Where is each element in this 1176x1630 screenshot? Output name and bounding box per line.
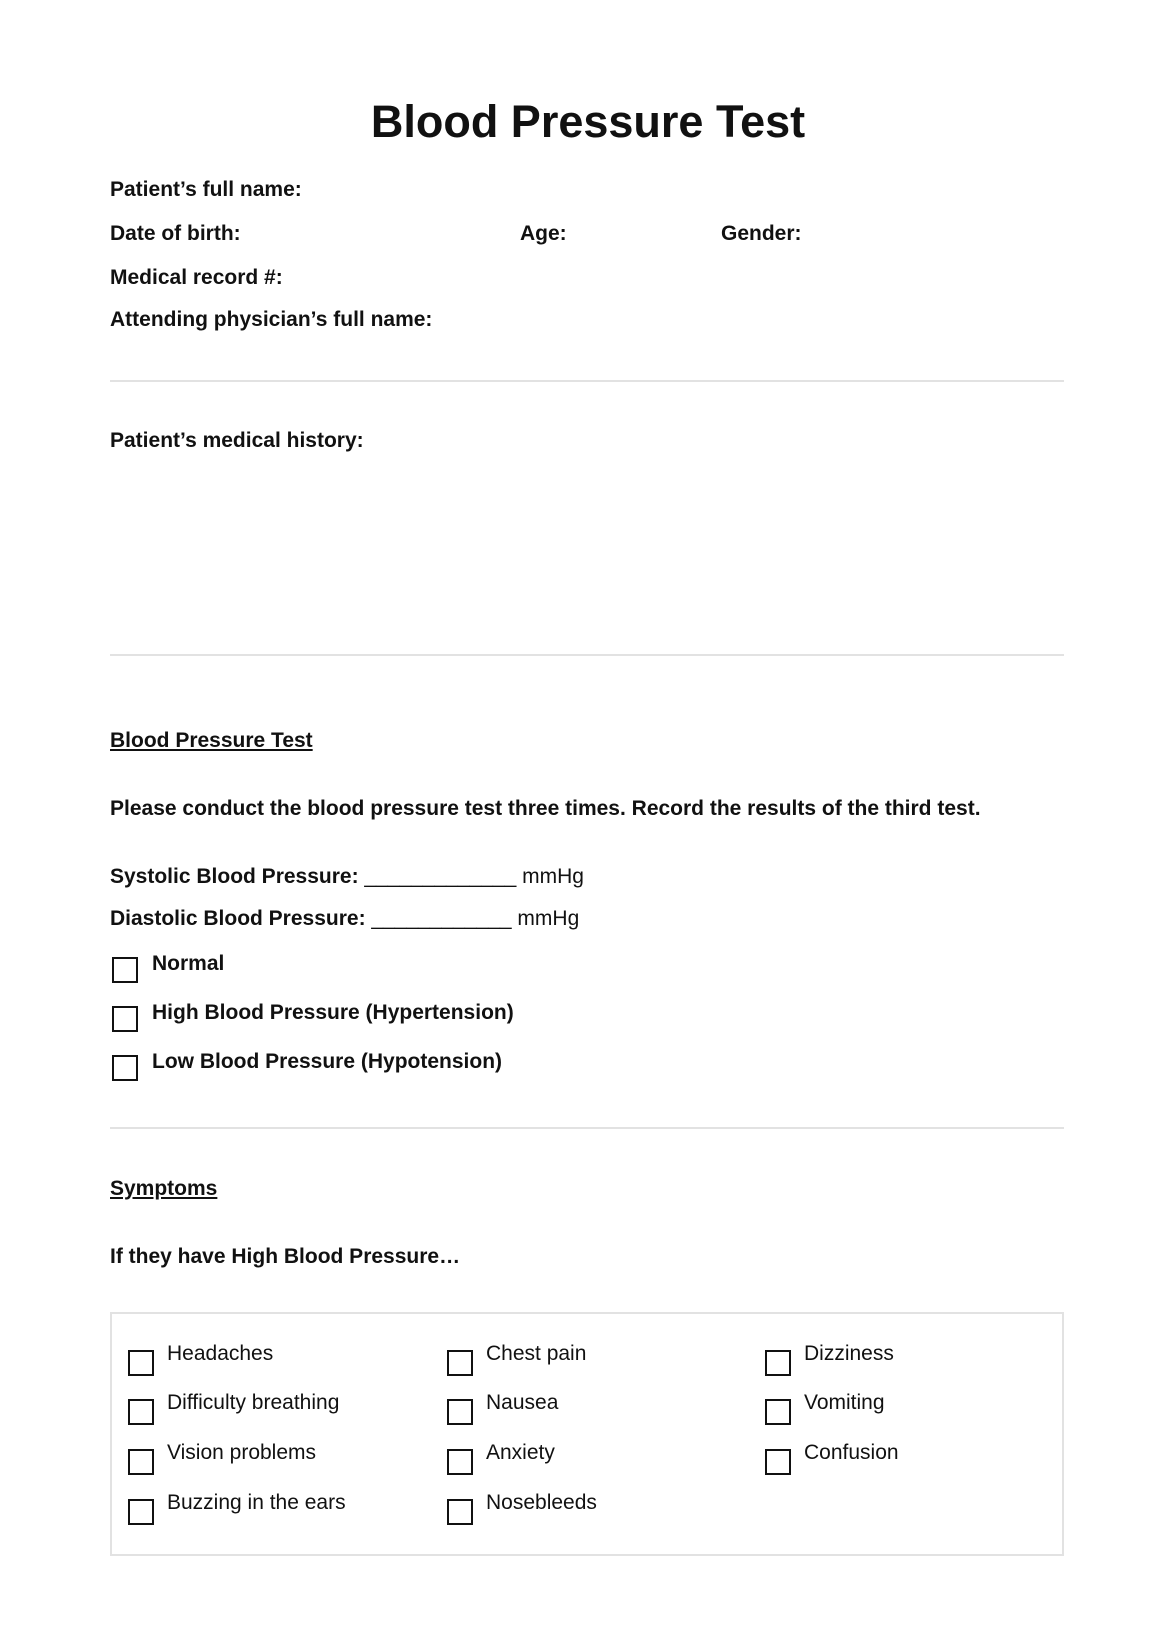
checkbox[interactable] [447, 1350, 473, 1376]
bp-test-heading: Blood Pressure Test [110, 729, 313, 752]
physician-label: Attending physician’s full name: [110, 308, 433, 331]
checkbox[interactable] [112, 1055, 138, 1081]
checkbox[interactable] [765, 1449, 791, 1475]
symptom-label: Nosebleeds [486, 1491, 597, 1514]
medical-record-label: Medical record #: [110, 266, 283, 289]
symptom-label: Vomiting [804, 1391, 885, 1414]
symptom-label: Vision problems [167, 1441, 317, 1464]
systolic-label: Systolic Blood Pressure: [110, 865, 359, 888]
symptom-label: Nausea [486, 1391, 559, 1414]
symptom-label: Dizziness [804, 1342, 894, 1365]
checkbox[interactable] [112, 957, 138, 983]
symptoms-heading: Symptoms [110, 1177, 218, 1200]
checkbox[interactable] [447, 1399, 473, 1425]
age-label: Age: [520, 222, 567, 245]
checkbox[interactable] [765, 1399, 791, 1425]
checkbox[interactable] [128, 1350, 154, 1376]
systolic-input[interactable]: _____________ [364, 865, 517, 888]
patient-name-label: Patient’s full name: [110, 178, 302, 201]
symptom-label: Headaches [167, 1342, 274, 1365]
option-label: Low Blood Pressure (Hypotension) [152, 1050, 503, 1073]
diastolic-input[interactable]: ____________ [371, 907, 512, 930]
divider [110, 1127, 1064, 1129]
checkbox[interactable] [128, 1449, 154, 1475]
page-title: Blood Pressure Test [370, 96, 806, 147]
symptoms-subheading: If they have High Blood Pressure… [110, 1245, 461, 1268]
option-label: High Blood Pressure (Hypertension) [152, 1001, 514, 1024]
diastolic-label: Diastolic Blood Pressure: [110, 907, 366, 930]
dob-label: Date of birth: [110, 222, 241, 245]
symptom-label: Buzzing in the ears [167, 1491, 346, 1514]
gender-label: Gender: [721, 222, 802, 245]
symptom-label: Difficulty breathing [167, 1391, 340, 1414]
checkbox[interactable] [128, 1399, 154, 1425]
systolic-row [110, 865, 584, 889]
option-label: Normal [152, 952, 225, 975]
divider [110, 654, 1064, 656]
symptom-label: Confusion [804, 1441, 899, 1464]
checkbox[interactable] [765, 1350, 791, 1376]
checkbox[interactable] [128, 1499, 154, 1525]
diastolic-row [110, 907, 579, 931]
bp-instruction: Please conduct the blood pressure test three times. Record the results of the third test. [110, 797, 981, 820]
divider [110, 380, 1064, 382]
symptom-label: Chest pain [486, 1342, 587, 1365]
checkbox[interactable] [447, 1499, 473, 1525]
medical-history-label: Patient’s medical history: [110, 429, 364, 452]
diastolic-unit: mmHg [517, 907, 580, 930]
systolic-unit: mmHg [522, 865, 584, 888]
symptom-label: Anxiety [486, 1441, 555, 1464]
checkbox[interactable] [112, 1006, 138, 1032]
checkbox[interactable] [447, 1449, 473, 1475]
